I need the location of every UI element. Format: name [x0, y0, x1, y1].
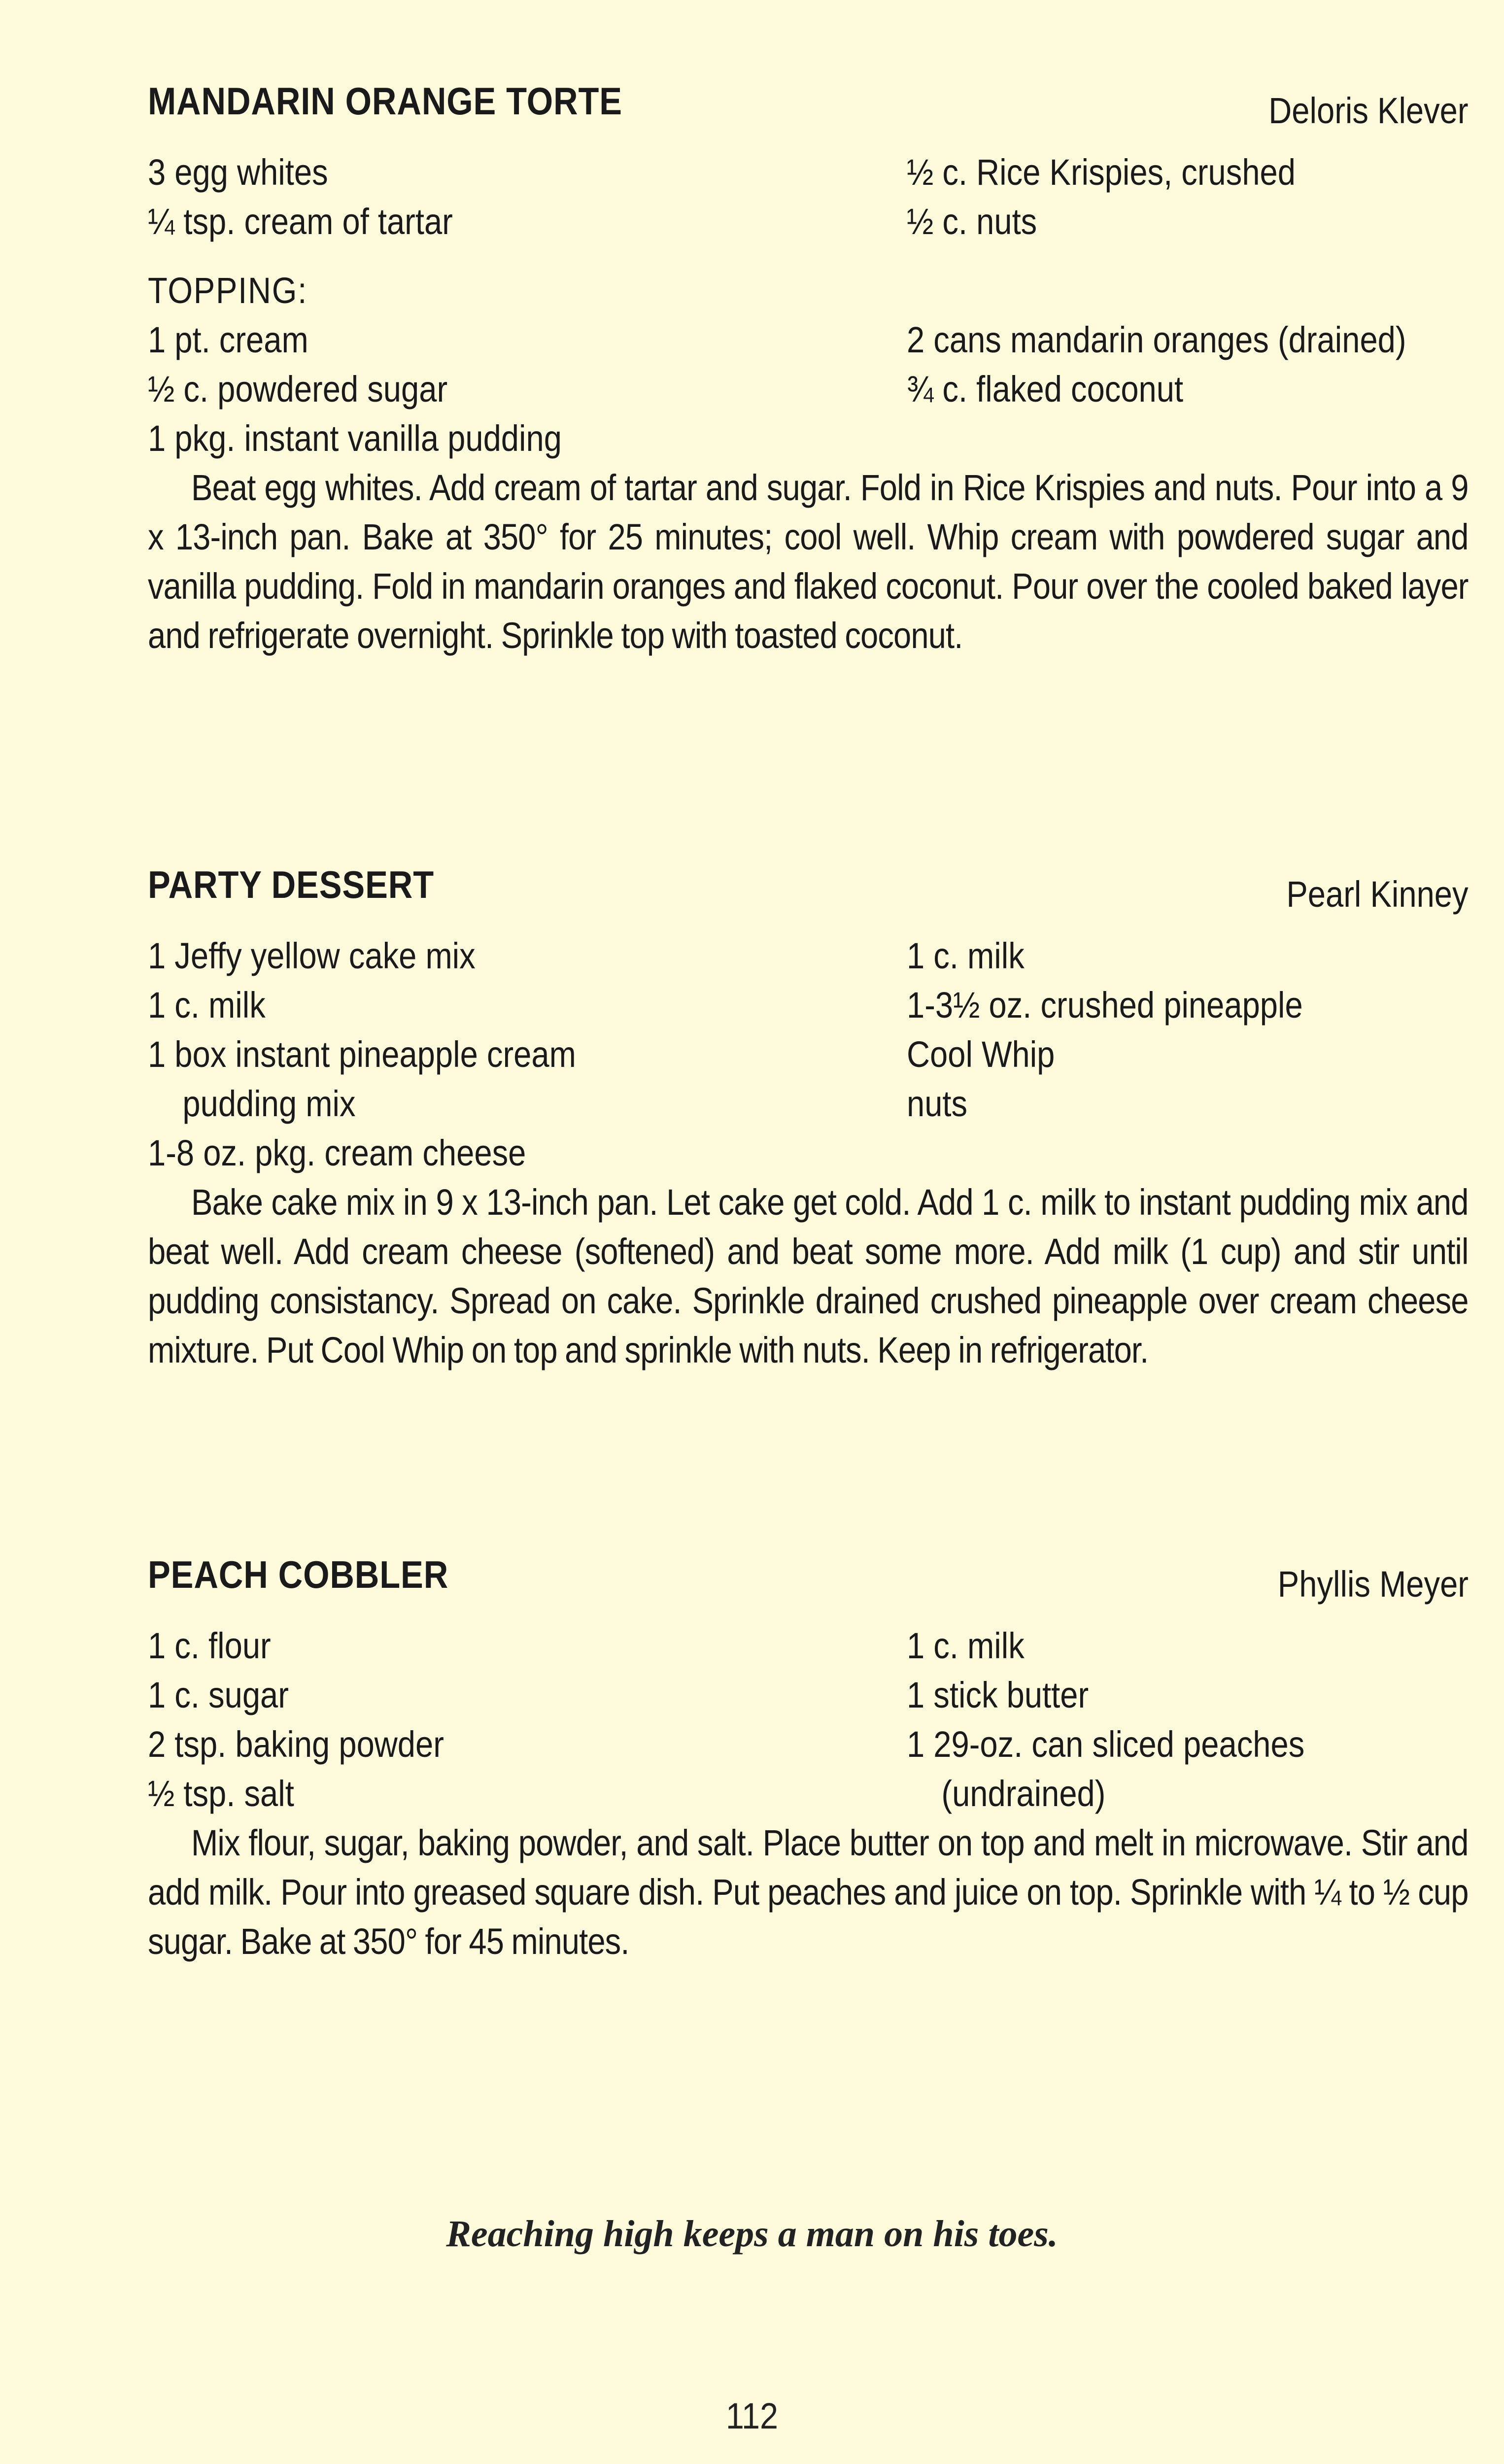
ingredient: 1-8 oz. pkg. cream cheese	[148, 1132, 526, 1173]
ingredient: (undrained)	[941, 1773, 1106, 1814]
recipe-instructions	[138, 1818, 1469, 1966]
ingredients	[138, 148, 1469, 266]
ingredient: 1 pt. cream	[148, 319, 308, 360]
instructions-text: Beat egg whites. Add cream of tartar and sugar. Fold in Rice Krispies and nuts. Pour into a 9 x 13-inch pan. Bake at 350° for 25 minutes; cool well. Whip cream with powdered sugar and vanilla pudding. Fold in mandarin oranges and flaked coconut. Pour over the cooled baked layer and refrigerate overnight. Sprinkle top with toasted coconut.	[148, 467, 1469, 656]
recipe-instructions	[138, 1178, 1469, 1375]
recipe-header	[138, 79, 1469, 148]
ingredients-left-column	[148, 931, 634, 1178]
page-number: 112	[725, 2396, 779, 2436]
recipe-header	[138, 1552, 1469, 1621]
recipe-instructions	[138, 463, 1469, 660]
ingredient: ½ tsp. salt	[148, 1773, 294, 1814]
ingredient: nuts	[907, 1083, 968, 1124]
ingredient: ½ c. powdered sugar	[148, 369, 448, 410]
recipe-title: MANDARIN ORANGE TORTE	[148, 79, 622, 123]
ingredients-left-column	[148, 1621, 484, 1818]
ingredient: 2 cans mandarin oranges (drained)	[907, 319, 1406, 360]
ingredients-right-column	[907, 931, 1357, 1129]
recipe-author: Deloris Klever	[1268, 90, 1469, 131]
ingredient: ½ c. Rice Krispies, crushed	[907, 152, 1296, 193]
ingredient: 1 Jeffy yellow cake mix	[148, 935, 476, 976]
instructions-text: Bake cake mix in 9 x 13-inch pan. Let cake get cold. Add 1 c. milk to instant pudding mix and beat well. Add cream cheese (softened) and beat some more. Add milk (1 cup) and stir until pudding consistancy. Spread on cake. Sprinkle drained crushed pineapple over cream cheese mixture. Put Cool Whip on top and sprinkle with nuts. Keep in refrigerator.	[148, 1182, 1469, 1370]
ingredient: 1 c. milk	[907, 1625, 1025, 1666]
ingredient: 1 c. flour	[148, 1625, 271, 1666]
ingredient: 1 pkg. instant vanilla pudding	[148, 418, 562, 459]
recipe-header	[138, 862, 1469, 931]
recipe-title: PEACH COBBLER	[148, 1553, 449, 1596]
topping-label: TOPPING:	[148, 270, 308, 311]
ingredient: Cool Whip	[907, 1034, 1055, 1075]
ingredient: pudding mix	[182, 1083, 356, 1124]
recipe-mandarin-orange-torte	[138, 79, 1469, 660]
ingredient: 1 stick butter	[907, 1675, 1089, 1715]
recipe-author: Phyllis Meyer	[1277, 1564, 1469, 1605]
recipe-author: Pearl Kinney	[1286, 874, 1469, 915]
ingredients-right-column	[907, 148, 1349, 246]
recipe-party-dessert	[138, 862, 1469, 1375]
recipe-peach-cobbler	[138, 1552, 1469, 1966]
ingredient: 1 c. milk	[907, 935, 1025, 976]
ingredient: ¼ tsp. cream of tartar	[148, 201, 453, 242]
ingredient: 1 c. sugar	[148, 1675, 289, 1715]
ingredients	[138, 931, 1469, 1178]
ingredient: ¾ c. flaked coconut	[907, 369, 1184, 410]
ingredient: 1-3½ oz. crushed pineapple	[907, 985, 1303, 1026]
ingredient: ½ c. nuts	[907, 201, 1037, 242]
recipe-title: PARTY DESSERT	[148, 863, 435, 906]
ingredients	[138, 1621, 1469, 1818]
topping-ingredients	[138, 315, 1469, 463]
ingredient: 1 29-oz. can sliced peaches	[907, 1724, 1305, 1765]
ingredients-left-column	[148, 148, 494, 246]
ingredients-right-column	[907, 1621, 1359, 1818]
ingredient: 1 box instant pineapple cream	[148, 1034, 576, 1075]
ingredient: 3 egg whites	[148, 152, 328, 193]
ingredient: 1 c. milk	[148, 985, 266, 1026]
page-quote: Reaching high keeps a man on his toes.	[446, 2213, 1058, 2255]
topping-right-column	[907, 315, 1474, 414]
ingredient: 2 tsp. baking powder	[148, 1724, 444, 1765]
topping-left-column	[148, 315, 618, 463]
instructions-text: Mix flour, sugar, baking powder, and salt. Place butter on top and melt in microwave. Stir and add milk. Pour into greased square dish. Put peaches and juice on top. Sprinkle with ¼ to ½ cup sugar. Bake at 350° for 45 minutes.	[148, 1822, 1469, 1962]
